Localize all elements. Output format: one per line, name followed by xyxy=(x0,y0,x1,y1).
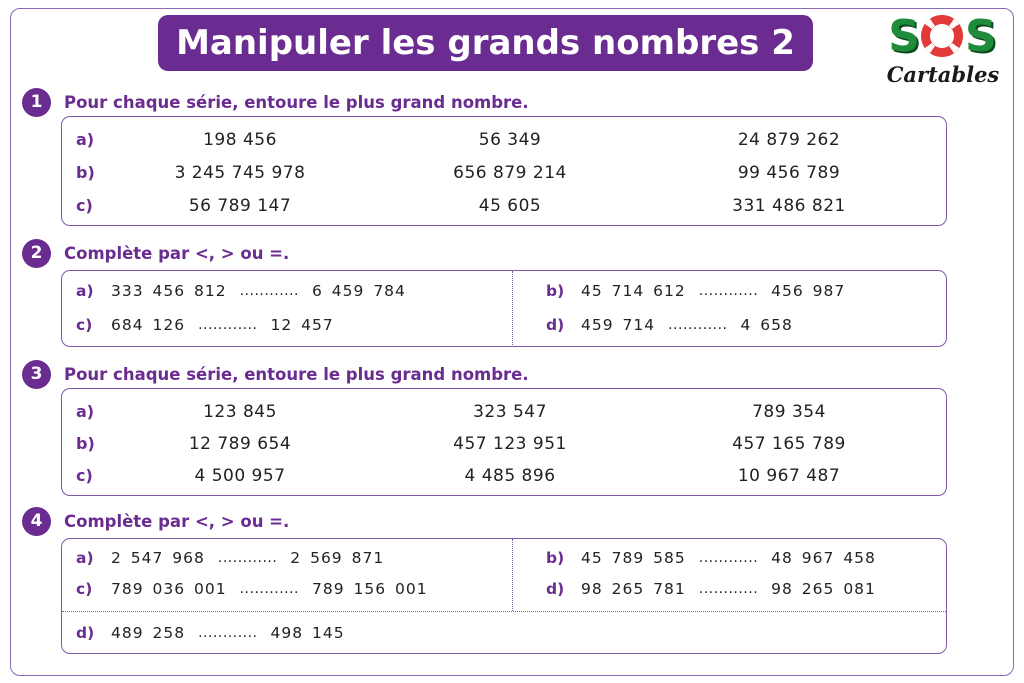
left-number: 45 714 612 xyxy=(581,282,686,300)
comparison-item xyxy=(546,577,876,601)
column-divider xyxy=(512,271,513,345)
answer-blank[interactable]: ............ xyxy=(198,625,258,641)
comparison-item xyxy=(76,279,406,303)
series-row xyxy=(62,397,946,427)
number-option[interactable]: 4 485 896 xyxy=(464,466,556,486)
right-number: 498 145 xyxy=(270,624,345,642)
right-number: 4 658 xyxy=(740,316,793,334)
number-option[interactable]: 198 456 xyxy=(203,130,277,150)
number-option[interactable]: 789 354 xyxy=(752,402,826,422)
comparison-item xyxy=(546,279,845,303)
right-number: 789 156 001 xyxy=(312,580,428,598)
number-option[interactable]: 3 245 745 978 xyxy=(174,163,306,183)
exercise-1-box xyxy=(61,116,947,226)
title-banner xyxy=(158,15,813,71)
page-title: Manipuler les grands nombres 2 xyxy=(176,23,795,63)
column-divider xyxy=(512,539,513,611)
exercise-number-badge: 1 xyxy=(22,88,51,117)
left-number: 333 456 812 xyxy=(111,282,227,300)
comparison-item xyxy=(76,546,384,570)
row-label: a) xyxy=(76,130,95,149)
number-option[interactable]: 457 165 789 xyxy=(732,434,846,454)
comparison-item xyxy=(546,313,793,337)
row-label: c) xyxy=(76,196,93,215)
row-label: c) xyxy=(76,466,93,485)
comparison-item xyxy=(76,621,345,645)
left-number: 45 789 585 xyxy=(581,549,686,567)
series-row xyxy=(62,125,946,155)
logo-sos xyxy=(878,12,1006,60)
row-label: b) xyxy=(76,163,95,182)
item-label: b) xyxy=(546,282,565,300)
exercise-number-badge: 3 xyxy=(22,360,51,389)
comparison-item xyxy=(76,313,334,337)
number-option[interactable]: 323 547 xyxy=(473,402,547,422)
right-number: 6 459 784 xyxy=(312,282,406,300)
lifebuoy-icon xyxy=(921,15,963,57)
answer-blank[interactable]: ............ xyxy=(217,550,278,566)
item-label: c) xyxy=(76,580,93,598)
right-number: 48 967 458 xyxy=(771,549,876,567)
series-row xyxy=(62,158,946,188)
series-row xyxy=(62,429,946,459)
row-label: b) xyxy=(76,434,95,453)
exercise-number-badge: 2 xyxy=(22,239,51,268)
comparison-item xyxy=(546,546,876,570)
exercise-instruction: Complète par <, > ou =. xyxy=(64,243,290,263)
sos-cartables-logo xyxy=(878,12,1008,87)
item-label: c) xyxy=(76,316,93,334)
row-label: a) xyxy=(76,402,95,421)
exercise-number-badge: 4 xyxy=(22,507,51,536)
exercise-instruction: Pour chaque série, entoure le plus grand nombre. xyxy=(64,364,529,384)
answer-blank[interactable]: ............ xyxy=(698,283,759,299)
number-option[interactable]: 457 123 951 xyxy=(453,434,567,454)
logo-cartables: Cartables xyxy=(886,62,1000,87)
number-option[interactable]: 656 879 214 xyxy=(453,163,567,183)
number-option[interactable]: 331 486 821 xyxy=(732,196,846,216)
number-option[interactable]: 24 879 262 xyxy=(737,130,841,150)
answer-blank[interactable]: ............ xyxy=(198,317,258,333)
left-number: 2 547 968 xyxy=(111,549,205,567)
exercise-instruction: Complète par <, > ou =. xyxy=(64,511,290,531)
exercise-instruction: Pour chaque série, entoure le plus grand nombre. xyxy=(64,92,529,112)
item-label: a) xyxy=(76,549,94,567)
exercise-3-box xyxy=(61,388,947,496)
exercise-4-header xyxy=(22,506,289,536)
left-number: 789 036 001 xyxy=(111,580,227,598)
exercise-3-header xyxy=(22,359,529,389)
exercise-1-header xyxy=(22,87,529,117)
right-number: 2 569 871 xyxy=(290,549,385,567)
left-number: 459 714 xyxy=(581,316,656,334)
comparison-item xyxy=(76,577,428,601)
exercise-2-box xyxy=(61,270,947,347)
left-number: 489 258 xyxy=(111,624,186,642)
number-option[interactable]: 56 349 xyxy=(478,130,542,150)
right-number: 456 987 xyxy=(771,282,846,300)
series-row xyxy=(62,461,946,491)
item-label: d) xyxy=(546,316,565,334)
number-option[interactable]: 123 845 xyxy=(203,402,277,422)
item-label: a) xyxy=(76,282,94,300)
left-number: 684 126 xyxy=(111,316,186,334)
answer-blank[interactable]: ............ xyxy=(239,581,300,597)
answer-blank[interactable]: ............ xyxy=(668,317,728,333)
series-row xyxy=(62,191,946,221)
answer-blank[interactable]: ............ xyxy=(698,550,759,566)
item-label: b) xyxy=(546,549,565,567)
exercise-4-box xyxy=(61,538,947,654)
exercise-2-header xyxy=(22,238,289,268)
item-label: d) xyxy=(546,580,565,598)
number-option[interactable]: 4 500 957 xyxy=(194,466,286,486)
number-option[interactable]: 99 456 789 xyxy=(737,163,841,183)
item-label: d) xyxy=(76,624,95,642)
answer-blank[interactable]: ............ xyxy=(698,581,759,597)
number-option[interactable]: 56 789 147 xyxy=(188,196,292,216)
number-option[interactable]: 10 967 487 xyxy=(737,466,841,486)
left-number: 98 265 781 xyxy=(581,580,686,598)
number-option[interactable]: 12 789 654 xyxy=(188,434,292,454)
right-number: 98 265 081 xyxy=(771,580,876,598)
right-number: 12 457 xyxy=(270,316,334,334)
number-option[interactable]: 45 605 xyxy=(478,196,542,216)
logo-letter-s2: S xyxy=(965,10,996,62)
row-divider xyxy=(62,611,946,612)
answer-blank[interactable]: ............ xyxy=(239,283,300,299)
logo-letter-s1: S xyxy=(888,10,919,62)
